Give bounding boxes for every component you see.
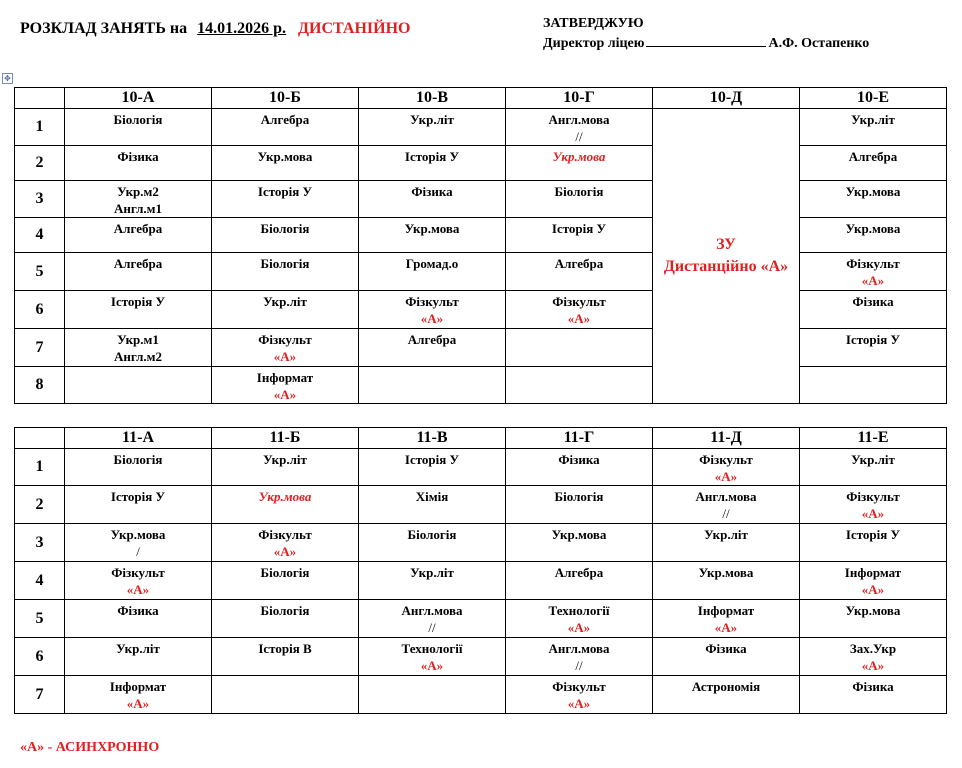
lesson-row xyxy=(15,367,947,404)
table-move-handle-icon[interactable]: ✥ xyxy=(2,73,13,84)
async-mark: «А» xyxy=(273,544,297,559)
lesson-cell xyxy=(212,253,359,291)
lesson-cell xyxy=(65,109,212,146)
lesson-number: 5 xyxy=(15,253,65,291)
lesson-number: 4 xyxy=(15,562,65,600)
lesson-cell xyxy=(506,676,653,714)
lesson-row xyxy=(15,253,947,291)
approve-label: ЗАТВЕРДЖУЮ xyxy=(543,16,644,31)
subject-text: Хімія xyxy=(415,489,449,504)
subject-text: Біологія xyxy=(113,452,163,467)
lesson-cell xyxy=(800,329,947,367)
lesson-cell xyxy=(506,600,653,638)
lesson-row xyxy=(15,449,947,486)
class-header: 10-В xyxy=(359,88,506,109)
lesson-cell xyxy=(359,329,506,367)
subject-text: Фізкульт xyxy=(846,489,900,504)
subject-text: Фізкульт xyxy=(846,256,900,271)
lesson-cell xyxy=(506,486,653,524)
subject-text: Фізкульт xyxy=(258,527,312,542)
subject-text: Фізика xyxy=(852,294,894,309)
subject-text: Технології xyxy=(401,641,463,656)
subject-text: Фізика xyxy=(117,149,159,164)
lesson-cell xyxy=(212,218,359,253)
async-mark: «А» xyxy=(420,311,444,326)
lesson-row xyxy=(15,486,947,524)
subject-text: Алгебра xyxy=(848,149,898,164)
lesson-cell xyxy=(506,524,653,562)
lesson-cell xyxy=(65,181,212,218)
lesson-cell xyxy=(359,291,506,329)
subject-text: Фізика xyxy=(117,603,159,618)
subject-text: Історія У xyxy=(845,527,901,542)
corner-cell xyxy=(15,428,65,449)
lesson-cell xyxy=(65,486,212,524)
class-header: 11-Г xyxy=(506,428,653,449)
lesson-cell xyxy=(212,449,359,486)
subject-text: Англ.мова xyxy=(548,641,610,656)
subject-text: Фізика xyxy=(705,641,747,656)
director-label: Директор ліцею xyxy=(543,36,645,51)
lesson-cell xyxy=(800,524,947,562)
title-text: РОЗКЛАД ЗАНЯТЬ на xyxy=(20,20,188,37)
merged-text-line: Дистанційно «А» xyxy=(663,258,789,275)
subject-text: Укр.мова xyxy=(257,149,313,164)
lesson-number: 8 xyxy=(15,367,65,404)
subject-text: Біологія xyxy=(260,256,310,271)
async-mark: «А» xyxy=(861,506,885,521)
lesson-cell xyxy=(506,367,653,404)
lesson-cell xyxy=(506,181,653,218)
async-mark: «А» xyxy=(861,273,885,288)
lesson-cell xyxy=(212,676,359,714)
lesson-cell xyxy=(653,486,800,524)
subject-text: Фізика xyxy=(411,184,453,199)
lesson-cell xyxy=(65,524,212,562)
lesson-cell xyxy=(800,486,947,524)
lesson-cell xyxy=(65,676,212,714)
subject-text: Інформат xyxy=(256,370,314,385)
subject-text: Інформат xyxy=(844,565,902,580)
lesson-cell xyxy=(65,253,212,291)
subject-text: Фізика xyxy=(558,452,600,467)
subject-text: Укр.мова xyxy=(552,149,606,164)
lesson-number: 2 xyxy=(15,146,65,181)
class-header: 10-Г xyxy=(506,88,653,109)
lesson-cell xyxy=(800,181,947,218)
subject-text: Громад.о xyxy=(405,256,459,271)
lesson-cell xyxy=(506,562,653,600)
subject-text: Укр.літ xyxy=(851,112,895,127)
mode-label: ДИСТАНІЙНО xyxy=(298,20,411,37)
class-header: 11-Д xyxy=(653,428,800,449)
lesson-cell xyxy=(653,676,800,714)
subject-text: Укр.літ xyxy=(410,565,454,580)
lesson-cell xyxy=(359,146,506,181)
lesson-row xyxy=(15,329,947,367)
lesson-cell xyxy=(359,218,506,253)
subject-text: Астрономія xyxy=(691,679,761,694)
async-mark: «А» xyxy=(567,311,591,326)
lesson-cell xyxy=(212,367,359,404)
lesson-row xyxy=(15,146,947,181)
lesson-number: 4 xyxy=(15,218,65,253)
subject-text: // xyxy=(722,506,730,521)
director-name: А.Ф. Остапенко xyxy=(768,36,870,51)
lesson-cell xyxy=(212,146,359,181)
subject-text: Укр.літ xyxy=(704,527,748,542)
lesson-cell xyxy=(506,253,653,291)
lesson-cell xyxy=(800,146,947,181)
lesson-cell xyxy=(212,486,359,524)
subject-text: Біологія xyxy=(260,565,310,580)
class-header-row xyxy=(15,88,947,109)
lesson-row xyxy=(15,600,947,638)
class-header: 10-Д xyxy=(653,88,800,109)
class-header: 11-А xyxy=(65,428,212,449)
async-mark: «А» xyxy=(273,387,297,402)
lesson-number: 6 xyxy=(15,291,65,329)
lesson-cell xyxy=(359,562,506,600)
class-header-row xyxy=(15,428,947,449)
lesson-cell xyxy=(800,676,947,714)
subject-text: Алгебра xyxy=(554,256,604,271)
lesson-cell xyxy=(506,291,653,329)
lesson-cell xyxy=(65,600,212,638)
subject-text: Біологія xyxy=(554,184,604,199)
subject-text: Біологія xyxy=(260,603,310,618)
lesson-cell xyxy=(359,638,506,676)
lesson-cell xyxy=(506,218,653,253)
lesson-cell xyxy=(800,109,947,146)
subject-text: Укр.літ xyxy=(263,452,307,467)
async-mark: «А» xyxy=(273,349,297,364)
subject-text: Алгебра xyxy=(554,565,604,580)
lesson-number: 7 xyxy=(15,676,65,714)
merged-text-line: ЗУ xyxy=(716,236,736,253)
subject-text: Біологія xyxy=(554,489,604,504)
lesson-cell xyxy=(359,253,506,291)
lesson-cell xyxy=(65,329,212,367)
lesson-cell xyxy=(65,146,212,181)
lesson-cell xyxy=(506,146,653,181)
lesson-cell xyxy=(800,562,947,600)
subject-text: Укр.мова xyxy=(845,603,901,618)
subject-text: Алгебра xyxy=(407,332,457,347)
async-mark: «А» xyxy=(126,582,150,597)
subject-text: Англ.м2 xyxy=(113,349,163,364)
lesson-cell xyxy=(800,600,947,638)
lesson-cell xyxy=(359,524,506,562)
subject-text: // xyxy=(575,129,583,144)
subject-text: Алгебра xyxy=(260,112,310,127)
subject-text: Укр.літ xyxy=(410,112,454,127)
lesson-row xyxy=(15,562,947,600)
subject-text: Історія У xyxy=(404,452,460,467)
subject-text: Історія У xyxy=(110,294,166,309)
lesson-number: 3 xyxy=(15,524,65,562)
lesson-cell xyxy=(800,638,947,676)
async-mark: «А» xyxy=(714,620,738,635)
signature-line xyxy=(646,46,766,47)
lesson-row xyxy=(15,218,947,253)
subject-text: Біологія xyxy=(260,221,310,236)
lesson-cell xyxy=(506,329,653,367)
lesson-cell xyxy=(212,329,359,367)
subject-text: Фізкульт xyxy=(405,294,459,309)
subject-text: // xyxy=(575,658,583,673)
lesson-number: 1 xyxy=(15,449,65,486)
subject-text: Укр.мова xyxy=(845,184,901,199)
subject-text: Біологія xyxy=(407,527,457,542)
lesson-cell xyxy=(359,486,506,524)
subject-text: Історія В xyxy=(258,641,312,656)
lesson-cell xyxy=(65,449,212,486)
lesson-cell xyxy=(800,367,947,404)
async-mark: «А» xyxy=(714,469,738,484)
lesson-number: 7 xyxy=(15,329,65,367)
subject-text: Англ.мова xyxy=(401,603,463,618)
merged-distance-cell xyxy=(653,109,800,404)
lesson-cell xyxy=(800,291,947,329)
approval-block xyxy=(543,14,869,54)
lesson-cell xyxy=(653,524,800,562)
subject-text: Історія У xyxy=(845,332,901,347)
subject-text: Технології xyxy=(548,603,610,618)
subject-text: Історія У xyxy=(110,489,166,504)
lesson-cell xyxy=(65,291,212,329)
class-header: 11-В xyxy=(359,428,506,449)
footnote: «А» - АСИНХРОННО xyxy=(20,740,160,755)
subject-text: Укр.мова xyxy=(258,489,312,504)
async-mark: «А» xyxy=(861,658,885,673)
lesson-row xyxy=(15,181,947,218)
lesson-cell xyxy=(359,676,506,714)
lesson-row xyxy=(15,109,947,146)
lesson-cell xyxy=(653,638,800,676)
subject-text: Укр.мова xyxy=(845,221,901,236)
lesson-cell xyxy=(359,449,506,486)
subject-text: Укр.м2 xyxy=(117,184,159,199)
subject-text: Алгебра xyxy=(113,221,163,236)
lesson-cell xyxy=(653,600,800,638)
lesson-cell xyxy=(212,600,359,638)
async-mark: «А» xyxy=(126,696,150,711)
subject-text: Зах.Укр xyxy=(849,641,897,656)
subject-text: Укр.літ xyxy=(851,452,895,467)
subject-text: Алгебра xyxy=(113,256,163,271)
lesson-cell xyxy=(359,181,506,218)
subject-text: Фізкульт xyxy=(552,294,606,309)
subject-text: Англ.мова xyxy=(695,489,757,504)
async-mark: «А» xyxy=(420,658,444,673)
lesson-cell xyxy=(65,367,212,404)
lesson-cell xyxy=(653,562,800,600)
subject-text: Укр.мова xyxy=(404,221,460,236)
lesson-cell xyxy=(65,218,212,253)
subject-text: Англ.мова xyxy=(548,112,610,127)
lesson-cell xyxy=(212,524,359,562)
subject-text: Фізика xyxy=(852,679,894,694)
subject-text: Укр.мова xyxy=(110,527,166,542)
director-line xyxy=(543,34,869,54)
lesson-number: 2 xyxy=(15,486,65,524)
subject-text: Історія У xyxy=(551,221,607,236)
lesson-cell xyxy=(212,291,359,329)
subject-text: Історія У xyxy=(257,184,313,199)
lesson-number: 6 xyxy=(15,638,65,676)
lesson-cell xyxy=(212,109,359,146)
page-title xyxy=(20,20,410,38)
lesson-cell xyxy=(506,109,653,146)
lesson-cell xyxy=(359,109,506,146)
lesson-number: 1 xyxy=(15,109,65,146)
async-mark: «А» xyxy=(861,582,885,597)
lesson-cell xyxy=(359,367,506,404)
lesson-cell xyxy=(212,638,359,676)
lesson-cell xyxy=(506,638,653,676)
lesson-cell xyxy=(800,449,947,486)
schedule-date: 14.01.2026 р. xyxy=(197,20,287,37)
subject-text: Фізкульт xyxy=(111,565,165,580)
lesson-row xyxy=(15,291,947,329)
subject-text: Укр.мова xyxy=(551,527,607,542)
subject-text: Біологія xyxy=(113,112,163,127)
lesson-cell xyxy=(212,181,359,218)
lesson-number: 5 xyxy=(15,600,65,638)
subject-text: Англ.м1 xyxy=(113,201,163,216)
lesson-row xyxy=(15,524,947,562)
corner-cell xyxy=(15,88,65,109)
async-mark: «А» xyxy=(567,696,591,711)
class-header: 10-Е xyxy=(800,88,947,109)
class-header: 11-Б xyxy=(212,428,359,449)
lesson-cell xyxy=(359,600,506,638)
lesson-cell xyxy=(65,638,212,676)
lesson-cell xyxy=(800,253,947,291)
lesson-number: 3 xyxy=(15,181,65,218)
subject-text: / xyxy=(136,544,140,559)
class-header: 10-А xyxy=(65,88,212,109)
lesson-cell xyxy=(506,449,653,486)
schedule-table-10 xyxy=(14,87,947,404)
subject-text: Фізкульт xyxy=(258,332,312,347)
subject-text: Інформат xyxy=(109,679,167,694)
async-mark: «А» xyxy=(567,620,591,635)
subject-text: Укр.мова xyxy=(698,565,754,580)
schedule-table-11 xyxy=(14,427,947,714)
subject-text: // xyxy=(428,620,436,635)
lesson-cell xyxy=(653,449,800,486)
lesson-row xyxy=(15,676,947,714)
subject-text: Інформат xyxy=(697,603,755,618)
lesson-row xyxy=(15,638,947,676)
lesson-cell xyxy=(212,562,359,600)
class-header: 10-Б xyxy=(212,88,359,109)
subject-text: Укр.м1 xyxy=(117,332,159,347)
lesson-cell xyxy=(800,218,947,253)
subject-text: Фізкульт xyxy=(552,679,606,694)
subject-text: Фізкульт xyxy=(699,452,753,467)
subject-text: Історія У xyxy=(404,149,460,164)
subject-text: Укр.літ xyxy=(116,641,160,656)
lesson-cell xyxy=(65,562,212,600)
class-header: 11-Е xyxy=(800,428,947,449)
subject-text: Укр.літ xyxy=(263,294,307,309)
